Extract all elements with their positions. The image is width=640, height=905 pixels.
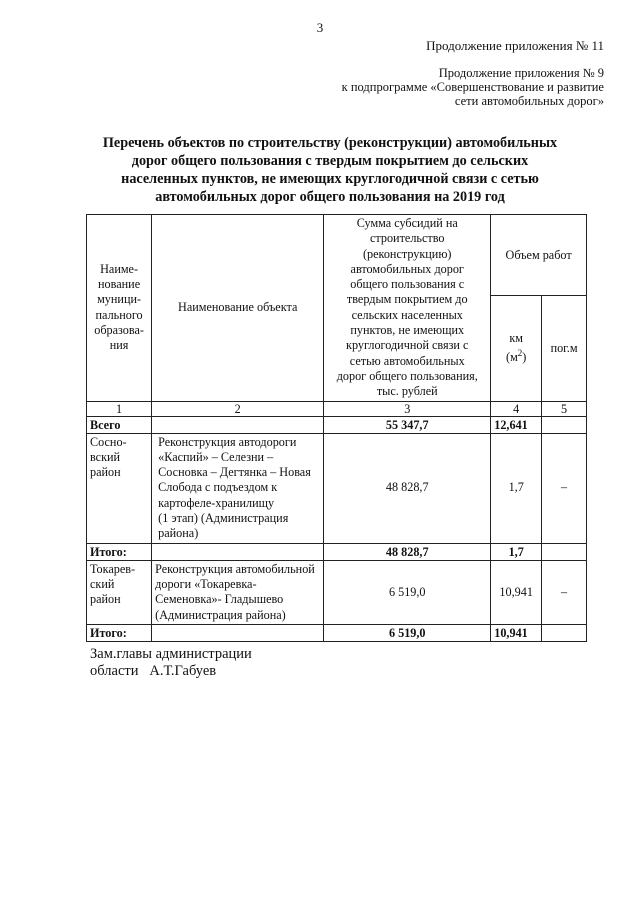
header-pog-m: пог.м	[542, 296, 587, 402]
appendix-line-1: Продолжение приложения № 9	[438, 66, 604, 80]
subtotal-label: Итого:	[87, 624, 152, 641]
object-cell: Реконструкция автомобильной дороги «Токаревка- Семеновка»- Гладышево (Администрация района)	[152, 560, 324, 624]
title-line-2: дорог общего пользования с твердым покрытием до сельских	[131, 153, 529, 169]
municipality-cell: Сосно- вский район	[87, 433, 152, 543]
signature-position: Зам.главы администрации	[90, 646, 252, 662]
subtotal-km: 10,941	[491, 624, 542, 641]
column-number: 1	[87, 401, 152, 416]
column-number: 4	[491, 401, 542, 416]
appendix-header	[342, 66, 604, 108]
document-title	[60, 134, 600, 206]
appendix-line-3: сети автомобильных дорог»	[454, 94, 604, 108]
subtotal-km: 1,7	[491, 543, 542, 560]
column-number: 2	[152, 401, 324, 416]
header-sum: Сумма субсидий на строительство (реконструкцию) автомобильных дорог общего пользования с твердым покрытием до сельских населенных пунктов, не имеющих круглогодичной связи с сетью автомобильных дорог общего пользования, тыс. рублей	[324, 215, 491, 402]
pog-m-cell: –	[542, 433, 587, 543]
header-municipality: Наиме- нование муници- пального образова- ния	[87, 215, 152, 402]
km-cell: 1,7	[491, 433, 542, 543]
objects-table	[86, 214, 587, 642]
municipality-cell: Токарев- ский район	[87, 560, 152, 624]
sum-cell: 48 828,7	[324, 433, 491, 543]
column-numbers-row	[87, 401, 587, 416]
header-km: км $(м^2)$	[491, 296, 542, 402]
object-cell: Реконструкция автодороги «Каспий» – Селезни – Сосновка – Дегтянка – Новая Слобода с подъездом к картофеле-хранилищу (1 этап) (Администрация района)	[152, 433, 324, 543]
grand-total-row	[87, 416, 587, 433]
pog-m-cell: –	[542, 560, 587, 624]
header-object: Наименование объекта	[152, 215, 324, 402]
subtotal-sum: 48 828,7	[324, 543, 491, 560]
title-line-3: населенных пунктов, не имеющих круглогодичной связи с сетью	[121, 171, 539, 187]
signature-block	[90, 646, 252, 680]
appendix-line-2: к подпрограмме «Совершенствование и развитие	[341, 80, 604, 94]
subtotal-row	[87, 624, 587, 641]
km-cell: 10,941	[491, 560, 542, 624]
grand-total-km: 12,641	[491, 416, 542, 433]
subtotal-row	[87, 543, 587, 560]
continuation-header: Продолжение приложения № 11	[426, 38, 604, 53]
subtotal-label: Итого:	[87, 543, 152, 560]
table-row	[87, 560, 587, 624]
grand-total-label: Всего	[87, 416, 152, 433]
subtotal-sum: 6 519,0	[324, 624, 491, 641]
title-line-1: Перечень объектов по строительству (реконструкции) автомобильных	[102, 135, 558, 151]
column-number: 3	[324, 401, 491, 416]
title-line-4: автомобильных дорог общего пользования на 2019 год	[155, 189, 505, 205]
grand-total-sum: 55 347,7	[324, 416, 491, 433]
header-volume: Объем работ	[491, 215, 587, 296]
signature-name: А.Т.Габуев	[149, 663, 217, 679]
column-number: 5	[542, 401, 587, 416]
page-number: 3	[316, 20, 324, 35]
sum-cell: 6 519,0	[324, 560, 491, 624]
signature-position-2: области	[90, 663, 139, 679]
table-row	[87, 433, 587, 543]
